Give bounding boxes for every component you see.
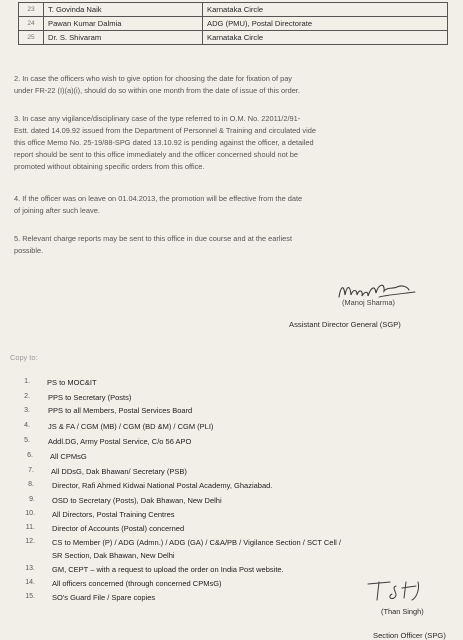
row-number: 25 <box>19 31 44 45</box>
paragraph-5-line-2: possible. <box>14 246 44 255</box>
copy-item-number: 15. <box>25 593 35 600</box>
copy-item-number: 2. <box>24 393 30 400</box>
copy-item-text: All DDsG, Dak Bhawan/ Secretary (PSB) <box>51 467 187 476</box>
copy-item-number: 11. <box>25 524 35 531</box>
paragraph-2-line-2: under FR-22 (I)(a)(i), should do so within one month from the date of issue of this order. <box>14 86 300 95</box>
copy-to-heading: Copy to: <box>10 353 38 362</box>
copy-item-number: 9. <box>29 496 35 503</box>
copy-item-text: PPS to all Members, Postal Services Board <box>48 406 193 415</box>
officer-name: Pawan Kumar Dalmia <box>44 17 203 31</box>
paragraph-4-line-1: 4. If the officer was on leave on 01.04.2013, the promotion will be effective from the date <box>14 194 303 203</box>
copy-item-text: SO's Guard File / Spare copies <box>52 593 156 602</box>
copy-item-text: GM, CEPT – with a request to upload the order on India Post website. <box>52 565 284 574</box>
copy-item-number: 1. <box>24 378 30 385</box>
paragraph-2-line-1: 2. In case the officers who wish to give option for choosing the date for fixation of pay <box>14 74 292 83</box>
paragraph-3-line-1: 3. In case any vigilance/disciplinary case of the type referred to in O.M. No. 22011/2/91- <box>14 114 301 123</box>
copy-item-text: CS to Member (P) / ADG (Admn.) / ADG (GA) / C&A/PB / Vigilance Section / SCT Cell / <box>52 538 341 547</box>
signatory-designation: Assistant Director General (SGP) <box>289 320 401 329</box>
copy-item-number: 5. <box>24 437 30 444</box>
copy-item-text: All CPMsG <box>50 452 87 461</box>
officer-posting: ADG (PMU), Postal Directorate <box>203 17 448 31</box>
copy-item-number: 13. <box>25 565 35 572</box>
copy-item-text: PS to MOC&IT <box>47 378 97 387</box>
table-row <box>19 31 448 45</box>
table-row <box>19 3 448 17</box>
copy-item-continuation: SR Section, Dak Bhawan, New Delhi <box>52 551 175 560</box>
copy-item-number: 10. <box>25 510 35 517</box>
copy-item-number: 3. <box>24 407 30 414</box>
row-number: 23 <box>19 3 44 17</box>
officer-posting: Karnataka Circle <box>203 31 448 45</box>
copy-item-text: OSD to Secretary (Posts), Dak Bhawan, New Delhi <box>52 496 222 505</box>
paragraph-4-line-2: of joining after such leave. <box>14 206 100 215</box>
copy-item-number: 14. <box>25 579 35 586</box>
copy-item-number: 7. <box>28 467 34 474</box>
paragraph-3-line-4: report should be sent to this office immediately and the officer concerned should not be <box>14 150 299 159</box>
copy-item-text: All officers concerned (through concerned CPMsG) <box>52 579 222 588</box>
copy-item-text: PPS to Secretary (Posts) <box>48 393 132 402</box>
copy-item-number: 4. <box>24 422 30 429</box>
copy-item-number: 8. <box>28 481 34 488</box>
officer-name: T. Govinda Naik <box>44 3 203 17</box>
officer-posting: Karnataka Circle <box>203 3 448 17</box>
table-row <box>19 17 448 31</box>
paragraph-3-line-2: Estt. dated 14.09.92 issued from the Department of Personnel & Training and circulated vide <box>14 126 316 135</box>
paragraph-3-line-5: promoted without obtaining specific orders from this office. <box>14 162 205 171</box>
copy-item-text: JS & FA / CGM (MB) / CGM (BD &M) / CGM (PLI) <box>48 422 214 431</box>
signatory-name: (Manoj Sharma) <box>342 298 395 307</box>
section-officer-designation: Section Officer (SPG) <box>373 631 446 640</box>
paragraph-3-line-3: this office Memo No. 25-19/88-SPG dated 13.10.92 is pending against the officer, a detailed <box>14 138 314 147</box>
copy-item-text: Director of Accounts (Postal) concerned <box>52 524 185 533</box>
copy-item-text: Addl.DG, Army Postal Service, C/o 56 APO <box>48 437 192 446</box>
copy-item-number: 6. <box>27 452 33 459</box>
officer-name: Dr. S. Shivaram <box>44 31 203 45</box>
row-number: 24 <box>19 17 44 31</box>
section-officer-name: (Than Singh) <box>381 607 424 616</box>
officer-table <box>18 2 448 45</box>
copy-item-text: All Directors, Postal Training Centres <box>52 510 175 519</box>
copy-item-text: Director, Rafi Ahmed Kidwai National Postal Academy, Ghaziabad. <box>52 481 273 490</box>
copy-item-number: 12. <box>25 538 35 545</box>
paragraph-5-line-1: 5. Relevant charge reports may be sent to this office in due course and at the earliest <box>14 234 292 243</box>
handwritten-initials <box>360 576 440 606</box>
